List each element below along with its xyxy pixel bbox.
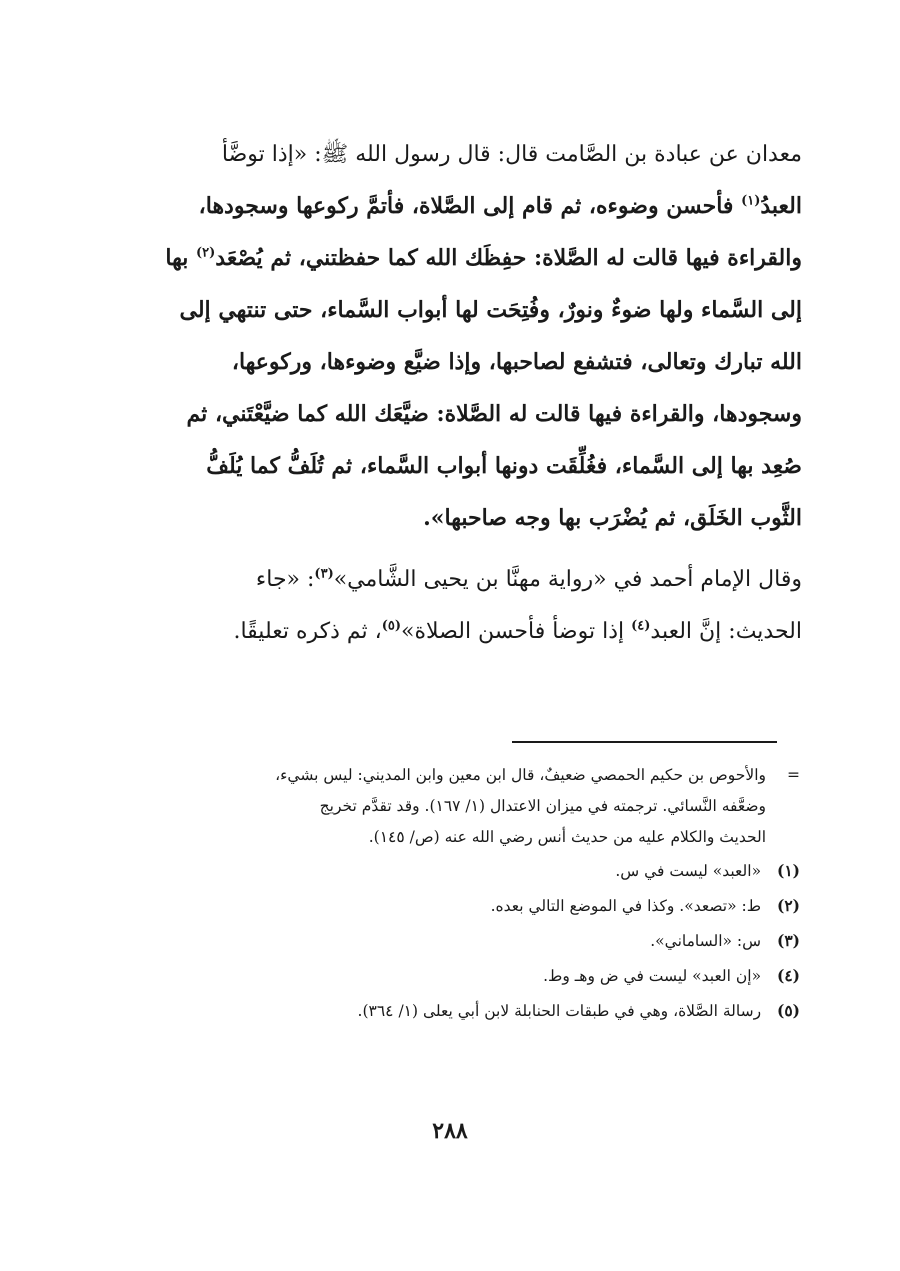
body-line-1: معدان عن عبادة بن الصَّامت قال: قال رسول الله ﷺ: «إذا توضَّأ (221, 142, 802, 167)
body-line-7: صُعِد بها إلى السَّماء، فغُلِّقَت دونها أبواب السَّماء، ثم تُلَفُّ كما يُلَفُّ (206, 453, 802, 479)
footnote-3: (٣) س: «الساماني». (650, 931, 800, 950)
footnote-ref-4[interactable]: (٤) (631, 618, 651, 634)
footnote-1: (١) «العبد» ليست في س. (615, 861, 800, 880)
footnote-5: (٥) رسالة الصَّلاة، وهي في طبقات الحنابلة لابن أبي يعلى (١/ ٣٦٤). (357, 1001, 800, 1020)
body-line-2: العبدُ$^{(١)}$ فأحسن وضوءه، ثم قام إلى الصَّلاة، فأتمَّ ركوعها وسجودها، (198, 193, 802, 219)
body-line-5: الله تبارك وتعالى، فتشفع لصاحبها، وإذا ضيَّع وضوءها، وركوعها، (231, 349, 802, 375)
body-line-8: الثَّوب الخَلَق، ثم يُضْرَب بها وجه صاحبها». (423, 505, 802, 531)
footnote-divider (512, 741, 777, 743)
para2-line-2: الحديث: إنَّ العبد$^{(٤)}$ إذا توضأ فأحسن الصلاة»$^{(٥)}$، ثم ذكره تعليقًا. (233, 618, 802, 644)
footnote-continuation-line-3: الحديث والكلام عليه من حديث أنس رضي الله عنه (ص/ ١٤٥). (368, 828, 766, 846)
page-number: ٢٨٨ (432, 1118, 468, 1144)
footnote-ref-1[interactable]: (١) (741, 193, 761, 209)
body-line-6: وسجودها، والقراءة فيها قالت له الصَّلاة: ضيَّعَك الله كما ضيَّعْتَني، ثم (186, 401, 802, 427)
footnote-ref-5[interactable]: (٥) (381, 618, 402, 634)
footnote-4: (٤) «إن العبد» ليست في ض وهـ وط. (543, 966, 800, 985)
main-text (112, 128, 802, 658)
footnote-ref-2[interactable]: (٢) (196, 245, 216, 261)
para2-line-1: وقال الإمام أحمد في «رواية مهنَّا بن يحيى الشَّامي»$^{(٣)}$: «جاء (255, 566, 802, 592)
paragraph-gap (112, 544, 802, 554)
footnotes (160, 760, 800, 1028)
footnote-2: (٢) ط: «تصعد». وكذا في الموضع التالي بعده. (490, 896, 800, 915)
body-line-4: إلى السَّماء ولها ضوءٌ ونورٌ، وفُتِحَت لها أبواب السَّماء، حتى تنتهي إلى (179, 297, 802, 323)
footnote-ref-3[interactable]: (٣) (314, 566, 334, 582)
continuation-mark: = (787, 766, 800, 784)
body-line-3: والقراءة فيها قالت له الصَّلاة: حفِظَك الله كما حفظتني، ثم يُصْعَد$^{(٢)}$ بها (165, 245, 802, 271)
footnote-continuation-line-1: =والأحوص بن حكيم الحمصي ضعيفٌ، قال ابن معين وابن المديني: ليس بشيء، (160, 760, 800, 791)
footnote-continuation-line-2: وضعَّفه النَّسائي. ترجمته في ميزان الاعتدال (١/ ١٦٧). وقد تقدَّم تخريج (319, 797, 766, 815)
